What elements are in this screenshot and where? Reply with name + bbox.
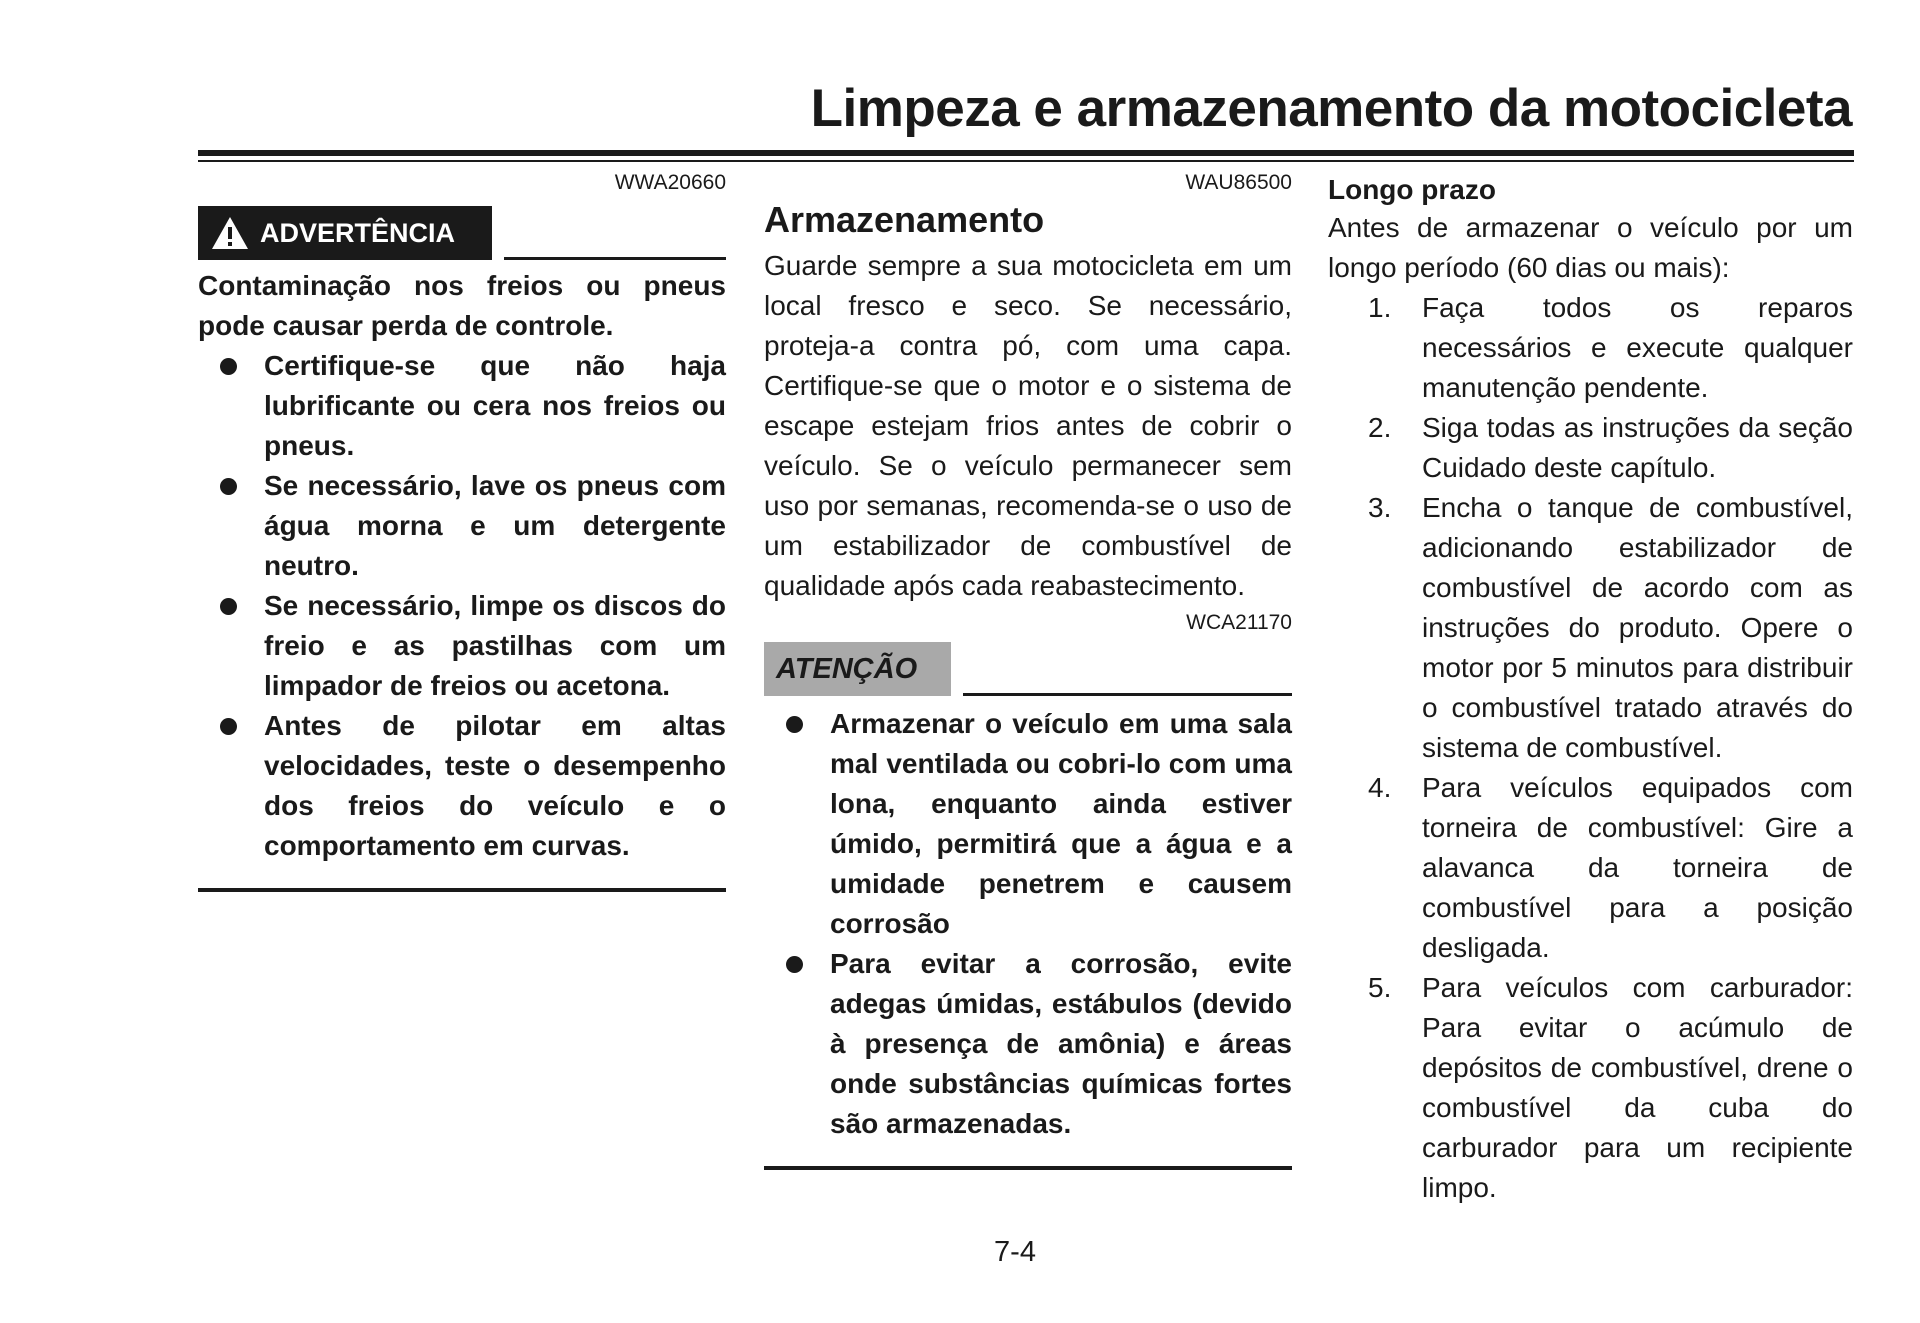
warning-triangle-icon [210,215,250,251]
step-number: 2. [1368,412,1392,443]
step-text: Encha o tanque de combustível, adicionando estabilizador de combustível de acordo com as instruções do produto. Opere o motor por 5 minutos para distribuir o combustível tratado através do sistema de combustível. [1422,492,1853,763]
warning-bullets [198,346,726,866]
list-item [1328,968,1853,1208]
list-item [1328,768,1853,968]
storage-title: Armazenamento [764,199,1045,240]
caution-heading-line [963,693,1292,696]
list-item: Se necessário, limpe os discos do freio e as pastilhas com um limpador de freios ou acetona. [198,586,726,706]
step-text: Para veículos com carburador: Para evitar o acúmulo de depósitos de combustível, drene o combustível da cuba do carburador para um recipiente limpo. [1422,972,1853,1203]
page-title: Limpeza e armazenamento da motocicleta [810,79,1852,138]
long-term-steps [1328,288,1853,1208]
list-item: Se necessário, lave os pneus com água morna e um detergente neutro. [198,466,726,586]
warning-label: ADVERTÊNCIA [260,217,456,248]
step-text: Faça todos os reparos necessários e execute qualquer manutenção pendente. [1422,292,1853,403]
list-item: Certifique-se que não haja lubrificante ou cera nos freios ou pneus. [198,346,726,466]
page-number: 7-4 [994,1236,1036,1268]
list-item [1328,408,1853,488]
caution-code: WCA21170 [1186,611,1292,634]
warning-end-rule [198,888,726,892]
step-text: Para veículos equipados com torneira de combustível: Gire a alavanca da torneira de combustível para a posição desligada. [1422,772,1853,963]
caution-bullets [764,704,1292,1144]
list-item: Para evitar a corrosão, evite adegas úmidas, estábulos (devido à presença de amônia) e áreas onde substâncias químicas fortes são armazenadas. [764,944,1292,1144]
list-item [1328,288,1853,408]
header-rule-thin [198,160,1854,162]
bullet-icon [786,956,803,973]
list-item [1328,488,1853,768]
bullet-icon [220,718,237,735]
warning-heading [198,206,726,260]
warning-heading-line [504,257,726,260]
warning-code: WWA20660 [614,171,726,194]
warning-label-box [198,206,492,260]
warning-column [198,170,726,892]
long-term-intro: Antes de armazenar o veículo por um longo período (60 dias ou mais): [1328,212,1853,283]
storage-body: Guarde sempre a sua motocicleta em um local fresco e seco. Se necessário, proteja-a contra pó, com uma capa. Certifique-se que o motor e o sistema de escape estejam frios antes de cobrir o veículo. Se o veículo permanecer sem uso por semanas, recomenda-se o uso de um estabilizador de combustível de qualidade após cada reabastecimento. [764,250,1292,601]
caution-label: ATENÇÃO [764,642,951,696]
bullet-icon [220,478,237,495]
warning-intro: Contaminação nos freios ou pneus pode causar perda de controle. [198,270,726,341]
step-number: 4. [1368,772,1392,803]
list-item: Antes de pilotar em altas velocidades, teste o desempenho dos freios do veículo e o comportamento em curvas. [198,706,726,866]
step-number: 3. [1368,492,1392,523]
header-rule-thick [198,150,1854,156]
caution-end-rule [764,1166,1292,1170]
page-header [198,78,1854,162]
bullet-icon [220,598,237,615]
long-term-column [1328,170,1853,1208]
bullet-icon [786,716,803,733]
long-term-title: Longo prazo [1328,174,1496,205]
step-number: 5. [1368,972,1392,1003]
list-item: Armazenar o veículo em uma sala mal ventilada ou cobri-lo com uma lona, enquanto ainda estiver úmido, permitirá que a água e a umidade penetrem e causem corrosão [764,704,1292,944]
step-text: Siga todas as instruções da seção Cuidado deste capítulo. [1422,412,1853,483]
storage-code: WAU86500 [1185,171,1292,194]
storage-column [764,170,1292,1170]
caution-heading [764,642,1292,696]
bullet-icon [220,358,237,375]
step-number: 1. [1368,292,1392,323]
